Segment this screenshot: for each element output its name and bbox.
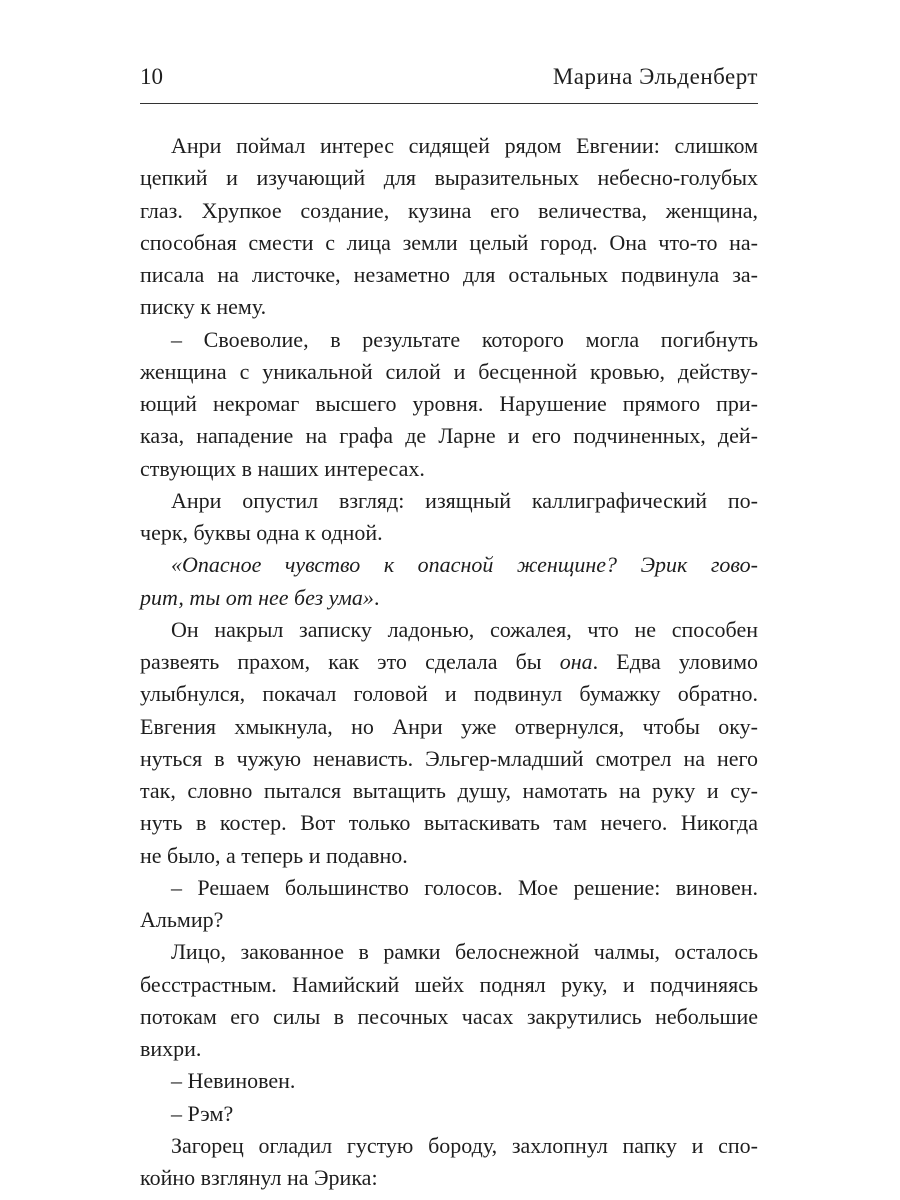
text-segment: . Едва уловимо: [592, 649, 758, 674]
italic-text: «Опасное чувство к опасной женщине? Эрик гово-: [171, 552, 758, 578]
text-line: бесстрастным. Намийский шейх поднял руку, и подчиняясь: [140, 971, 758, 997]
italic-text: рит, ты от нее без ума»: [140, 584, 374, 610]
text-segment: развеять прахом, как это сделала бы: [140, 649, 560, 674]
header-rule: [140, 103, 758, 104]
paragraph: [140, 1065, 758, 1097]
paragraph: [140, 130, 758, 324]
text-line: Лицо, закованное в рамки белоснежной чалмы, осталось: [171, 939, 758, 965]
text-line: писала на листочке, незаметно для остальных подвинула за-: [140, 262, 758, 287]
text-line: женщина с уникальной силой и бесценной кровью, действу-: [140, 358, 758, 384]
text-line: Евгения хмыкнула, но Анри уже отвернулся, чтобы оку-: [140, 713, 758, 739]
text-line: [140, 582, 758, 614]
text-line: нуться в чужую ненависть. Эльгер-младший смотрел на него: [140, 745, 758, 771]
text-line: потокам его силы в песочных часах закрутились небольшие: [140, 1003, 758, 1029]
paragraph: [140, 324, 758, 485]
text-line: писку к нему.: [140, 294, 267, 320]
text-line: улыбнулся, покачал головой и подвинул бумажку обратно.: [140, 681, 758, 707]
text-line: не было, а теперь и подавно.: [140, 842, 408, 868]
text-line: черк, буквы одна к одной.: [140, 520, 383, 545]
paragraph: [140, 549, 758, 614]
text-line: способная смести с лица земли целый город. Она что-то на-: [140, 229, 758, 255]
text-line: Альмир?: [140, 907, 224, 932]
page-number: 10: [140, 64, 163, 89]
text-line: ствующих в наших интересах.: [140, 455, 425, 481]
text-line: ющий некромаг высшего уровня. Нарушение прямого при-: [140, 391, 758, 416]
text-line: – Решаем большинство голосов. Мое решение: виновен.: [171, 874, 758, 900]
text-line: Анри поймал интерес сидящей рядом Евгении: слишком: [171, 133, 758, 158]
paragraph: [140, 872, 758, 937]
text-line: [140, 646, 758, 678]
text-line: вихри.: [140, 1036, 202, 1061]
running-title: Марина Эльденберт: [552, 64, 758, 89]
paragraph: [140, 1098, 758, 1130]
text-line: – Своеволие, в результате которого могла погибнуть: [171, 326, 758, 352]
text-segment: .: [373, 584, 380, 610]
paragraph: [140, 614, 758, 872]
text-line: – Рэм?: [171, 1100, 234, 1126]
text-line: – Невиновен.: [171, 1068, 296, 1094]
text-line: Он накрыл записку ладонью, сожалея, что не способен: [171, 616, 758, 642]
text-line: Загорец огладил густую бороду, захлопнул папку и спо-: [171, 1132, 758, 1158]
text-line: глаз. Хрупкое создание, кузина его величества, женщина,: [140, 197, 758, 223]
text-line: так, словно пытался вытащить душу, намотать на руку и су-: [140, 778, 758, 803]
text-line: нуть в костер. Вот только вытаскивать там нечего. Никогда: [140, 810, 758, 836]
text-line: [140, 549, 758, 581]
text-line: Анри опустил взгляд: изящный каллиграфический по-: [171, 487, 758, 513]
text-line: койно взглянул на Эрика:: [140, 1165, 378, 1190]
text-line: цепкий и изучающий для выразительных небесно-голубых: [140, 165, 758, 191]
paragraph: [140, 1130, 758, 1195]
text-line: каза, нападение на графа де Ларне и его подчиненных, дей-: [140, 423, 758, 449]
paragraph: [140, 485, 758, 550]
italic-text: она: [559, 649, 593, 674]
running-header: [140, 64, 758, 94]
paragraph: [140, 936, 758, 1065]
body-text: [140, 130, 758, 1194]
